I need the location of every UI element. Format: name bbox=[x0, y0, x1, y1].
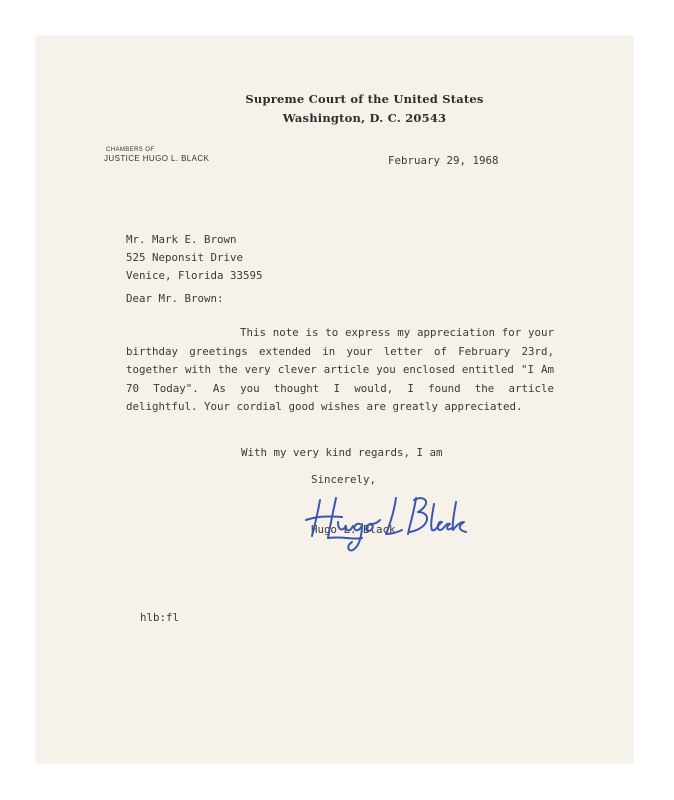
salutation: Dear Mr. Brown: bbox=[126, 292, 224, 305]
typed-signer-name: Hugo L. Black bbox=[311, 523, 396, 536]
recipient-name: Mr. Mark E. Brown bbox=[126, 233, 237, 246]
recipient-street: 525 Neponsit Drive bbox=[126, 251, 244, 264]
letter-page bbox=[36, 36, 633, 763]
letterhead-court: Supreme Court of the United States bbox=[245, 92, 484, 106]
letter-body: This note is to express my appreciation for your birthday greetings extended in your letter of February 23rd, together with the very clever article you enclosed entitled "I Am 70 Today". As you thought I would, I found the article delightful. Your cordial good wishes are greatly appreciated. bbox=[126, 326, 554, 413]
chambers-block bbox=[104, 146, 209, 165]
letterhead-location: Washington, D. C. 20543 bbox=[282, 111, 447, 125]
chambers-justice-name: JUSTICE HUGO L. BLACK bbox=[104, 154, 210, 164]
recipient-address bbox=[126, 231, 263, 285]
handwritten-signature bbox=[298, 486, 468, 556]
closing-line: With my very kind regards, I am bbox=[241, 446, 443, 459]
chambers-label: CHAMBERS OF bbox=[106, 147, 155, 153]
reference-initials: hlb:fl bbox=[140, 611, 180, 624]
recipient-city: Venice, Florida 33595 bbox=[126, 269, 263, 282]
letter-date: February 29, 1968 bbox=[388, 154, 499, 167]
sign-off: Sincerely, bbox=[311, 473, 377, 486]
